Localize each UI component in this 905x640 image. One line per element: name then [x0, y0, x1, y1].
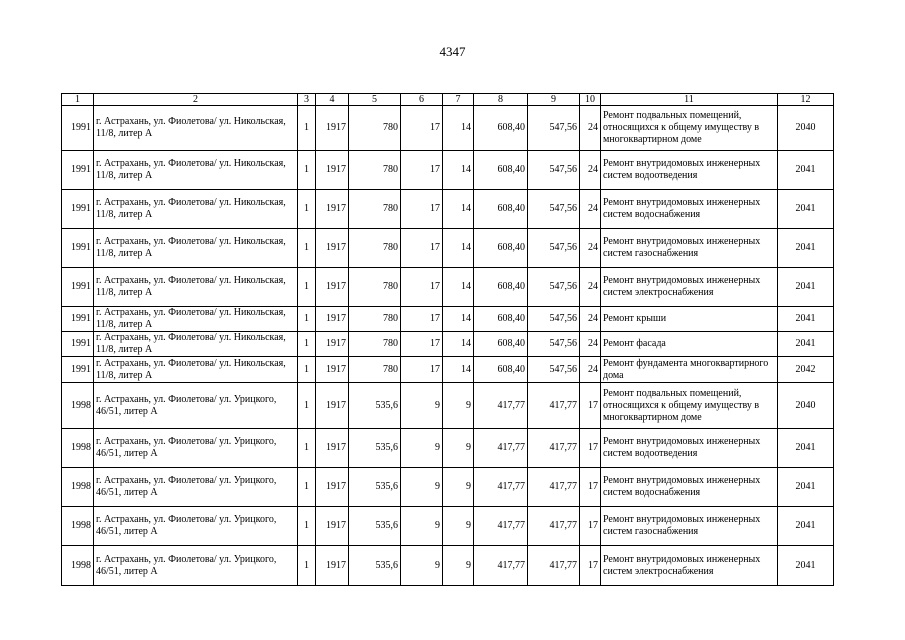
table-cell-col-7: 14 [443, 151, 474, 190]
table-cell-col-3: 1 [298, 383, 316, 429]
table-cell-col-12: 2040 [778, 106, 834, 151]
table-cell-col-12: 2041 [778, 332, 834, 357]
table-cell-col-6: 17 [401, 268, 443, 307]
table-row [62, 429, 834, 468]
table-cell-col-8: 608,40 [474, 229, 528, 268]
table-cell-col-1: 1991 [62, 332, 94, 357]
table-cell-col-4: 1917 [316, 332, 349, 357]
table-cell-col-11: Ремонт внутридомовых инженерных систем водоотведения [601, 429, 778, 468]
table-cell-col-9: 417,77 [528, 507, 580, 546]
table-cell-col-12: 2041 [778, 190, 834, 229]
table-cell-col-6: 17 [401, 151, 443, 190]
table-cell-col-5: 535,6 [349, 429, 401, 468]
table-cell-col-11: Ремонт подвальных помещений, относящихся к общему имуществу в многоквартирном доме [601, 383, 778, 429]
table-cell-col-11: Ремонт внутридомовых инженерных систем электроснабжения [601, 546, 778, 586]
table-cell-col-6: 9 [401, 383, 443, 429]
table-cell-col-3: 1 [298, 268, 316, 307]
table-row [62, 229, 834, 268]
table-cell-col-5: 535,6 [349, 383, 401, 429]
table-cell-col-2: г. Астрахань, ул. Фиолетова/ ул. Никольская, 11/8, литер А [94, 268, 298, 307]
table-cell-col-11: Ремонт внутридомовых инженерных систем газоснабжения [601, 229, 778, 268]
table-cell-col-4: 1917 [316, 468, 349, 507]
table-cell-col-11: Ремонт внутридомовых инженерных систем водоснабжения [601, 468, 778, 507]
table-cell-col-6: 17 [401, 332, 443, 357]
table-cell-col-1: 1991 [62, 357, 94, 383]
table-cell-col-2: г. Астрахань, ул. Фиолетова/ ул. Никольская, 11/8, литер А [94, 190, 298, 229]
table-row [62, 546, 834, 586]
column-header-10: 10 [580, 94, 601, 106]
table-cell-col-12: 2041 [778, 429, 834, 468]
table-cell-col-6: 17 [401, 357, 443, 383]
table-cell-col-5: 780 [349, 357, 401, 383]
table-cell-col-11: Ремонт подвальных помещений, относящихся к общему имуществу в многоквартирном доме [601, 106, 778, 151]
table-cell-col-8: 608,40 [474, 106, 528, 151]
table-cell-col-10: 24 [580, 268, 601, 307]
table-cell-col-9: 547,56 [528, 190, 580, 229]
table-cell-col-4: 1917 [316, 429, 349, 468]
table-cell-col-10: 24 [580, 332, 601, 357]
table-cell-col-7: 14 [443, 357, 474, 383]
table-cell-col-2: г. Астрахань, ул. Фиолетова/ ул. Никольская, 11/8, литер А [94, 357, 298, 383]
column-header-8: 8 [474, 94, 528, 106]
column-header-7: 7 [443, 94, 474, 106]
table-cell-col-12: 2041 [778, 151, 834, 190]
table-cell-col-1: 1991 [62, 268, 94, 307]
table-cell-col-10: 17 [580, 383, 601, 429]
table-cell-col-9: 547,56 [528, 151, 580, 190]
table-cell-col-3: 1 [298, 429, 316, 468]
table-cell-col-3: 1 [298, 546, 316, 586]
table-cell-col-2: г. Астрахань, ул. Фиолетова/ ул. Урицкого, 46/51, литер А [94, 429, 298, 468]
table-cell-col-1: 1991 [62, 151, 94, 190]
column-header-12: 12 [778, 94, 834, 106]
table-row [62, 383, 834, 429]
table-cell-col-4: 1917 [316, 151, 349, 190]
table-row [62, 357, 834, 383]
table-cell-col-4: 1917 [316, 190, 349, 229]
table-cell-col-12: 2041 [778, 507, 834, 546]
table-cell-col-8: 417,77 [474, 507, 528, 546]
table-cell-col-4: 1917 [316, 507, 349, 546]
table-cell-col-6: 9 [401, 546, 443, 586]
table-cell-col-9: 547,56 [528, 106, 580, 151]
table-cell-col-5: 780 [349, 151, 401, 190]
table-cell-col-8: 608,40 [474, 307, 528, 332]
table-cell-col-2: г. Астрахань, ул. Фиолетова/ ул. Никольская, 11/8, литер А [94, 229, 298, 268]
table-cell-col-7: 14 [443, 332, 474, 357]
table-cell-col-2: г. Астрахань, ул. Фиолетова/ ул. Урицкого, 46/51, литер А [94, 383, 298, 429]
table-cell-col-8: 608,40 [474, 190, 528, 229]
table-cell-col-6: 9 [401, 507, 443, 546]
table-cell-col-3: 1 [298, 332, 316, 357]
table-cell-col-1: 1991 [62, 190, 94, 229]
table-cell-col-7: 9 [443, 546, 474, 586]
table-cell-col-10: 17 [580, 507, 601, 546]
table-cell-col-5: 780 [349, 106, 401, 151]
table-cell-col-4: 1917 [316, 357, 349, 383]
table-cell-col-12: 2041 [778, 229, 834, 268]
table-cell-col-8: 417,77 [474, 546, 528, 586]
table-row [62, 106, 834, 151]
table-cell-col-5: 780 [349, 268, 401, 307]
table-cell-col-5: 780 [349, 332, 401, 357]
table-cell-col-11: Ремонт внутридомовых инженерных систем водоснабжения [601, 190, 778, 229]
table-cell-col-9: 417,77 [528, 429, 580, 468]
table-cell-col-4: 1917 [316, 106, 349, 151]
table-cell-col-1: 1991 [62, 106, 94, 151]
table-cell-col-3: 1 [298, 468, 316, 507]
table-cell-col-8: 608,40 [474, 151, 528, 190]
column-header-11: 11 [601, 94, 778, 106]
table-cell-col-12: 2042 [778, 357, 834, 383]
table-cell-col-8: 417,77 [474, 429, 528, 468]
column-header-2: 2 [94, 94, 298, 106]
table-cell-col-1: 1998 [62, 429, 94, 468]
table-cell-col-9: 547,56 [528, 307, 580, 332]
table-cell-col-10: 24 [580, 307, 601, 332]
table-cell-col-2: г. Астрахань, ул. Фиолетова/ ул. Никольская, 11/8, литер А [94, 307, 298, 332]
table-cell-col-7: 14 [443, 307, 474, 332]
table-cell-col-10: 24 [580, 357, 601, 383]
table-cell-col-2: г. Астрахань, ул. Фиолетова/ ул. Урицкого, 46/51, литер А [94, 507, 298, 546]
table-cell-col-9: 417,77 [528, 546, 580, 586]
table-cell-col-8: 608,40 [474, 357, 528, 383]
table-cell-col-4: 1917 [316, 307, 349, 332]
column-header-3: 3 [298, 94, 316, 106]
table-cell-col-7: 14 [443, 268, 474, 307]
table-cell-col-7: 14 [443, 190, 474, 229]
table-cell-col-1: 1998 [62, 468, 94, 507]
table-cell-col-3: 1 [298, 357, 316, 383]
table-cell-col-9: 547,56 [528, 268, 580, 307]
table-cell-col-12: 2040 [778, 383, 834, 429]
table-cell-col-9: 547,56 [528, 229, 580, 268]
table-cell-col-1: 1998 [62, 546, 94, 586]
table-row [62, 268, 834, 307]
table-cell-col-8: 608,40 [474, 332, 528, 357]
table-cell-col-10: 24 [580, 106, 601, 151]
table-cell-col-8: 417,77 [474, 468, 528, 507]
table-cell-col-2: г. Астрахань, ул. Фиолетова/ ул. Никольская, 11/8, литер А [94, 151, 298, 190]
table-cell-col-1: 1998 [62, 383, 94, 429]
table-cell-col-5: 780 [349, 190, 401, 229]
table-row [62, 468, 834, 507]
table-cell-col-10: 24 [580, 229, 601, 268]
table-cell-col-10: 24 [580, 190, 601, 229]
table-cell-col-11: Ремонт внутридомовых инженерных систем электроснабжения [601, 268, 778, 307]
table-cell-col-3: 1 [298, 229, 316, 268]
table-cell-col-9: 417,77 [528, 383, 580, 429]
table-cell-col-1: 1998 [62, 507, 94, 546]
table-cell-col-5: 780 [349, 307, 401, 332]
column-header-4: 4 [316, 94, 349, 106]
table-cell-col-7: 14 [443, 106, 474, 151]
table-cell-col-5: 535,6 [349, 468, 401, 507]
table-cell-col-8: 417,77 [474, 383, 528, 429]
table-cell-col-11: Ремонт внутридомовых инженерных систем газоснабжения [601, 507, 778, 546]
repair-schedule-table [61, 93, 834, 586]
table-row [62, 507, 834, 546]
table-cell-col-12: 2041 [778, 268, 834, 307]
table-cell-col-2: г. Астрахань, ул. Фиолетова/ ул. Урицкого, 46/51, литер А [94, 546, 298, 586]
table-row [62, 151, 834, 190]
table-cell-col-11: Ремонт внутридомовых инженерных систем водоотведения [601, 151, 778, 190]
table-cell-col-7: 9 [443, 429, 474, 468]
table-cell-col-2: г. Астрахань, ул. Фиолетова/ ул. Никольская, 11/8, литер А [94, 106, 298, 151]
table-cell-col-10: 17 [580, 468, 601, 507]
table-cell-col-9: 547,56 [528, 357, 580, 383]
table-cell-col-7: 9 [443, 507, 474, 546]
column-header-9: 9 [528, 94, 580, 106]
table-cell-col-7: 9 [443, 468, 474, 507]
table-cell-col-3: 1 [298, 106, 316, 151]
table-cell-col-3: 1 [298, 307, 316, 332]
page-number: 4347 [439, 44, 466, 59]
table-cell-col-12: 2041 [778, 307, 834, 332]
table-cell-col-1: 1991 [62, 307, 94, 332]
table-cell-col-5: 535,6 [349, 546, 401, 586]
table-cell-col-1: 1991 [62, 229, 94, 268]
table-cell-col-7: 14 [443, 229, 474, 268]
column-header-1: 1 [62, 94, 94, 106]
table-cell-col-6: 17 [401, 190, 443, 229]
header-row [62, 94, 834, 106]
table-cell-col-6: 9 [401, 468, 443, 507]
table-cell-col-2: г. Астрахань, ул. Фиолетова/ ул. Урицкого, 46/51, литер А [94, 468, 298, 507]
table-cell-col-10: 24 [580, 151, 601, 190]
table-cell-col-10: 17 [580, 546, 601, 586]
table-cell-col-6: 17 [401, 229, 443, 268]
table-cell-col-7: 9 [443, 383, 474, 429]
table-cell-col-3: 1 [298, 190, 316, 229]
table-cell-col-8: 608,40 [474, 268, 528, 307]
column-header-6: 6 [401, 94, 443, 106]
table-cell-col-5: 780 [349, 229, 401, 268]
table-cell-col-3: 1 [298, 151, 316, 190]
table-cell-col-11: Ремонт фундамента многоквартирного дома [601, 357, 778, 383]
table-cell-col-11: Ремонт фасада [601, 332, 778, 357]
table-cell-col-6: 9 [401, 429, 443, 468]
table-cell-col-3: 1 [298, 507, 316, 546]
table-cell-col-2: г. Астрахань, ул. Фиолетова/ ул. Никольская, 11/8, литер А [94, 332, 298, 357]
table-row [62, 307, 834, 332]
table-cell-col-4: 1917 [316, 229, 349, 268]
table-cell-col-4: 1917 [316, 268, 349, 307]
table-cell-col-5: 535,6 [349, 507, 401, 546]
table-cell-col-12: 2041 [778, 468, 834, 507]
table-cell-col-4: 1917 [316, 546, 349, 586]
table-cell-col-6: 17 [401, 106, 443, 151]
table-cell-col-11: Ремонт крыши [601, 307, 778, 332]
table-row [62, 332, 834, 357]
table-cell-col-12: 2041 [778, 546, 834, 586]
table-cell-col-9: 417,77 [528, 468, 580, 507]
table-cell-col-6: 17 [401, 307, 443, 332]
table-row [62, 190, 834, 229]
table-cell-col-9: 547,56 [528, 332, 580, 357]
table-cell-col-4: 1917 [316, 383, 349, 429]
table-cell-col-10: 17 [580, 429, 601, 468]
column-header-5: 5 [349, 94, 401, 106]
